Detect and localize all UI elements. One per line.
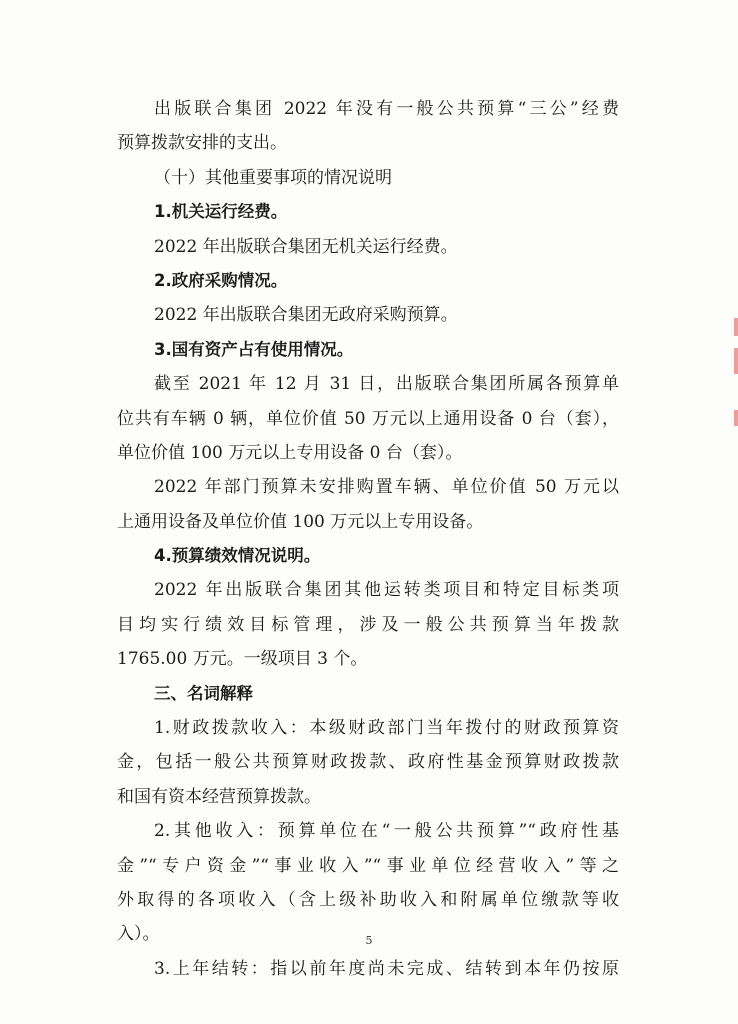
scan-edge-mark — [734, 348, 738, 374]
text-line: 外取得的各项收入（含上级补助收入和附属单位缴款等收 — [117, 889, 619, 910]
text-line: 和国有资本经营预算拨款。 — [117, 786, 321, 807]
text-line: 2022 年出版联合集团无政府采购预算。 — [154, 305, 458, 326]
subsection-heading: 2.政府采购情况。 — [154, 270, 288, 290]
scan-edge-mark — [734, 318, 738, 336]
text-line: 2022 年部门预算未安排购置车辆、单位价值 50 万元以 — [154, 477, 619, 498]
page-number: 5 — [365, 934, 373, 947]
text-line: 1765.00 万元。一级项目 3 个。 — [117, 649, 368, 670]
subsection-heading: 1.机关运行经费。 — [154, 202, 288, 222]
text-line: 目均实行绩效目标管理，涉及一般公共预算当年拨款 — [117, 614, 619, 635]
scan-edge-mark — [734, 410, 738, 426]
section-heading: 三、名词解释 — [154, 683, 253, 703]
text-line: 截至 2021 年 12 月 31 日，出版联合集团所属各预算单 — [154, 374, 619, 395]
text-line: 1.财政拨款收入：本级财政部门当年拨付的财政预算资 — [154, 718, 619, 739]
subsection-heading: 3.国有资产占有使用情况。 — [154, 339, 354, 359]
section-heading: （十）其他重要事项的情况说明 — [154, 167, 392, 188]
text-line: 预算拨款安排的支出。 — [117, 133, 287, 154]
text-line: 单位价值 100 万元以上专用设备 0 台（套）。 — [117, 442, 463, 463]
text-line: 2.其他收入：预算单位在“一般公共预算”“政府性基 — [154, 821, 619, 842]
text-line: 上通用设备及单位价值 100 万元以上专用设备。 — [117, 511, 484, 532]
text-line: 2022 年出版联合集团其他运转类项目和特定目标类项 — [154, 580, 619, 601]
subsection-heading: 4.预算绩效情况说明。 — [154, 546, 321, 566]
text-line: 位共有车辆 0 辆，单位价值 50 万元以上通用设备 0 台（套）， — [117, 408, 619, 429]
text-line: 金，包括一般公共预算财政拨款、政府性基金预算财政拨款 — [117, 752, 619, 773]
document-body — [117, 92, 619, 986]
text-line: 金”“专户资金”“事业收入”“事业单位经营收入”等之 — [117, 855, 619, 876]
text-line: 2022 年出版联合集团无机关运行经费。 — [154, 236, 458, 257]
text-line: 入）。 — [117, 924, 160, 945]
text-line: 3.上年结转：指以前年度尚未完成、结转到本年仍按原 — [154, 958, 619, 979]
text-line: 出版联合集团 2022 年没有一般公共预算“三公”经费 — [154, 99, 619, 119]
